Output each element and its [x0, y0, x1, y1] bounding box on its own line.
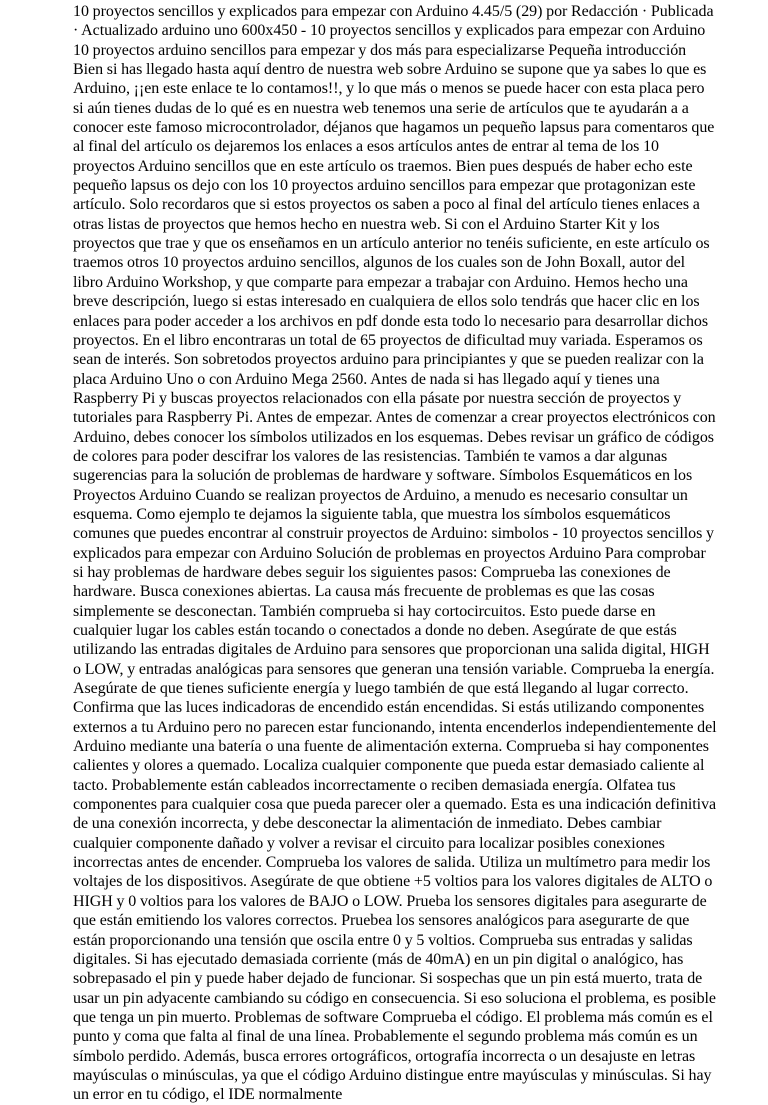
article-body-text: 10 proyectos sencillos y explicados para empezar con Arduino 4.45/5 (29) por Redacción · Publicada · Actualizado arduino uno 600x450 - 10 proyectos sencillos y explicados para empezar con Arduino 10 proyectos arduino sencillos para empezar y dos más para especializarse Pequeña introducción Bien si has llegado hasta aquí dentro de nuestra web sobre Arduino se supone que ya sabes lo que es Arduino, ¡¡en este enlace te lo contamos!!, y lo que más o menos se puede hacer con esta placa pero si aún tienes dudas de lo qué es en nuestra web tenemos una serie de artículos que te ayudarán a a conocer este famoso microcontrolador, déjanos que hagamos un pequeño lapsus para comentaros que al final del artículo os dejaremos los enlaces a esos artículos antes de entrar al tema de los 10 proyectos Arduino sencillos que en este artículo os traemos. Bien pues después de haber echo este pequeño lapsus os dejo con los 10 proyectos arduino sencillos para empezar que protagonizan este artículo. Solo recordaros que si estos proyectos os saben a poco al final del artículo tienes enlaces a otras listas de proyectos que hemos hecho en nuestra web. Si con el Arduino Starter Kit y los proyectos que trae y que os enseñamos en un artículo anterior no tenéis suficiente, en este artículo os traemos otros 10 proyectos arduino sencillos, algunos de los cuales son de John Boxall, autor del libro Arduino Workshop, y que comparte para empezar a trabajar con Arduino. Hemos hecho una breve descripción, luego si estas interesado en cualquiera de ellos solo tendrás que hacer clic en los enlaces para poder acceder a los archivos en pdf donde esta todo lo necesario para desarrollar dichos proyectos. En el libro encontraras un total de 65 proyectos de dificultad muy variada. Esperamos os sean de interés. Son sobretodos proyectos arduino para principiantes y que se pueden realizar con la placa Arduino Uno o con Arduino Mega 2560. Antes de nada si has llegado aquí y tienes una Raspberry Pi y buscas proyectos relacionados con ella pásate por nuestra sección de proyectos y tutoriales para Raspberry Pi. Antes de empezar. Antes de comenzar a crear proyectos electrónicos con Arduino, debes conocer los símbolos utilizados en los esquemas. Debes revisar un gráfico de códigos de colores para poder descifrar los valores de las resistencias. También te vamos a dar algunas sugerencias para la solución de problemas de hardware y software. Símbolos Esquemáticos en los Proyectos Arduino Cuando se realizan proyectos de Arduino, a menudo es necesario consultar un esquema. Como ejemplo te dejamos la siguiente tabla, que muestra los símbolos esquemáticos comunes que puedes encontrar al construir proyectos de Arduino: simbolos - 10 proyectos sencillos y explicados para empezar con Arduino Solución de problemas en proyectos Arduino Para comprobar si hay problemas de hardware debes seguir los siguientes pasos: Comprueba las conexiones de hardware. Busca conexiones abiertas. La causa más frecuente de problemas es que las cosas simplemente se desconectan. También comprueba si hay cortocircuitos. Esto puede darse en cualquier lugar los cables están tocando o conectados a donde no deben. Asegúrate de que estás utilizando las entradas digitales de Arduino para sensores que proporcionan una salida digital, HIGH o LOW, y entradas analógicas para sensores que generan una tensión variable. Comprueba la energía. Asegúrate de que tienes suficiente energía y luego también de que está llegando al lugar correcto. Confirma que las luces indicadoras de encendido están encendidas. Si estás utilizando componentes externos a tu Arduino pero no parecen estar funcionando, intenta encenderlos independientemente del Arduino mediante una batería o una fuente de alimentación externa. Comprueba si hay componentes calientes y olores a quemado. Localiza cualquier componente que pueda estar demasiado caliente al tacto. Probablemente están cableados incorrectamente o reciben demasiada energía. Olfatea tus componentes para cualquier cosa que pueda parecer oler a quemado. Esta es una indicación definitiva de una conexión incorrecta, y debe desconectar la alimentación de inmediato. Debes cambiar cualquier componente dañado y volver a revisar el circuito para localizar posibles conexiones incorrectas antes de encender. Comprueba los valores de salida. Utiliza un multímetro para medir los voltajes de los dispositivos. Asegúrate de que obtiene +5 voltios para los valores digitales de ALTO o HIGH y 0 voltios para los valores de BAJO o LOW. Prueba los sensores digitales para asegurarte de que están emitiendo los valores correctos. Pruebea los sensores analógicos para asegurarte de que están proporcionando una tensión que oscila entre 0 y 5 voltios. Comprueba sus entradas y salidas digitales. Si has ejecutado demasiada corriente (más de 40mA) en un pin digital o analógico, has sobrepasado el pin y puede haber dejado de funcionar. Si sospechas que un pin está muerto, trata de usar un pin adyacente cambiando su código en consecuencia. Si eso soluciona el problema, es posible que tenga un pin muerto. Problemas de software Comprueba el código. El problema más común es el punto y coma que falta al final de una línea. Probablemente el segundo problema más común es un símbolo perdido. Además, busca errores ortográficos, ortografía incorrecta o un desajuste en letras mayúsculas o minúsculas, ya que el código Arduino distingue entre mayúsculas y minúsculas. Si hay un error en tu código, el IDE normalmente: [73, 3, 717, 1104]
